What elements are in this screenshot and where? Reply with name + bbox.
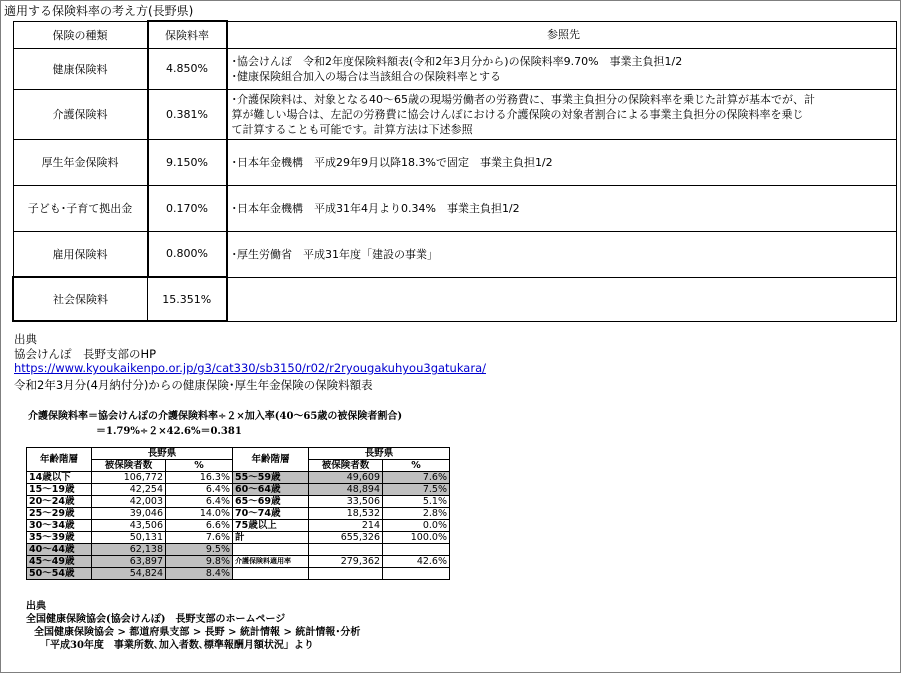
formula-line-1: 介護保険料率＝協会けんぽの介護保険料率÷２×加入率(40～65歳の被保険者割合) — [28, 411, 403, 422]
reference-line: 算が難しい場合は、左記の労務費に協会けんぽにおける介護保険の対象者割合による事業主負担分の保険料率を乗じ — [231, 107, 804, 121]
table-row — [27, 568, 450, 580]
table-row — [27, 472, 450, 484]
cell-count: 39,046 — [92, 508, 166, 520]
reference-line: ･健康保険組合加入の場合は当該組合の保険料率とする — [231, 69, 501, 83]
row-rate: 15.351% — [148, 277, 227, 321]
table-row — [27, 532, 450, 544]
cell-age: 60～64歳 — [233, 484, 309, 496]
row-rate: 0.800% — [148, 231, 227, 277]
header-pct: % — [383, 460, 450, 472]
cell-pct: 42.6% — [383, 556, 450, 568]
cell-pct: 5.1% — [383, 496, 450, 508]
reference-line: ･介護保険料は、対象となる40～65歳の現場労働者の労務費に、事業主負担分の保険料率を乗じた計算が基本でが、計 — [231, 92, 815, 106]
header-age: 年齢階層 — [233, 448, 309, 472]
age-distribution-table — [26, 447, 450, 580]
reference-line: て計算することも可能です。計算方法は下述参照 — [231, 122, 473, 136]
table-header-row — [27, 448, 450, 460]
source-label: 出典 — [14, 332, 37, 346]
cell-age: 15～19歳 — [27, 484, 92, 496]
header-prefecture: 長野県 — [92, 448, 233, 460]
row-reference — [227, 48, 897, 89]
row-reference — [227, 231, 897, 277]
header-pct: % — [166, 460, 233, 472]
cell-age: 30～34歳 — [27, 520, 92, 532]
table-row — [13, 185, 896, 231]
cell-age: 35～39歳 — [27, 532, 92, 544]
header-count: 被保険者数 — [92, 460, 166, 472]
row-rate: 0.170% — [148, 185, 227, 231]
cell-age: 45～49歳 — [27, 556, 92, 568]
cell-pct: 100.0% — [383, 532, 450, 544]
cell-age: 25～29歳 — [27, 508, 92, 520]
cell-age: 50～54歳 — [27, 568, 92, 580]
table-header-row — [13, 21, 896, 48]
cell-count: 43,506 — [92, 520, 166, 532]
cell-age: 65～69歳 — [233, 496, 309, 508]
header-count: 被保険者数 — [309, 460, 383, 472]
cell-count: 49,609 — [309, 472, 383, 484]
formula-line-2: ＝1.79%÷２×42.6%＝0.381 — [96, 426, 242, 437]
cell-count: 214 — [309, 520, 383, 532]
cell-age — [233, 568, 309, 580]
cell-pct: 6.4% — [166, 484, 233, 496]
table-row — [27, 508, 450, 520]
table-row — [27, 544, 450, 556]
cell-count: 42,003 — [92, 496, 166, 508]
cell-count: 33,506 — [309, 496, 383, 508]
header-reference: 参照先 — [227, 21, 897, 48]
cell-count: 42,254 — [92, 484, 166, 496]
cell-age: 55～59歳 — [233, 472, 309, 484]
cell-age: 75歳以上 — [233, 520, 309, 532]
row-rate: 0.381% — [148, 89, 227, 139]
cell-count — [309, 544, 383, 556]
page-title: 適用する保険料率の考え方(長野県) — [4, 4, 194, 18]
header-rate: 保険料率 — [148, 21, 227, 48]
row-rate: 4.850% — [148, 48, 227, 89]
cell-count: 63,897 — [92, 556, 166, 568]
cell-count: 18,532 — [309, 508, 383, 520]
cell-pct: 7.5% — [383, 484, 450, 496]
cell-age: 20～24歳 — [27, 496, 92, 508]
cell-count: 655,326 — [309, 532, 383, 544]
cell-count: 62,138 — [92, 544, 166, 556]
cell-pct: 8.4% — [166, 568, 233, 580]
source2-line-1: 全国健康保険協会(協会けんぽ) 長野支部のホームページ — [26, 614, 286, 625]
row-type: 雇用保険料 — [13, 231, 148, 277]
cell-pct: 6.4% — [166, 496, 233, 508]
reference-line: ･日本年金機構 平成31年4月より0.34% 事業主負担1/2 — [231, 201, 520, 215]
row-reference — [227, 139, 897, 185]
row-rate: 9.150% — [148, 139, 227, 185]
cell-pct: 14.0% — [166, 508, 233, 520]
table-row — [13, 89, 896, 139]
source2-line-3: 「平成30年度 事業所数､加入者数､標準報酬月額状況」より — [40, 640, 314, 651]
cell-pct — [383, 568, 450, 580]
row-type: 子ども･子育て拠出金 — [13, 185, 148, 231]
cell-count — [309, 568, 383, 580]
cell-count: 54,824 — [92, 568, 166, 580]
cell-age: 介護保険料適用率 — [233, 556, 309, 568]
row-type: 社会保険料 — [13, 277, 148, 321]
table-row — [13, 48, 896, 89]
reference-line: ･厚生労働省 平成31年度「建設の事業」 — [231, 247, 438, 261]
row-reference — [227, 277, 897, 321]
cell-count: 48,894 — [309, 484, 383, 496]
source-name: 協会けんぽ 長野支部のHP — [14, 347, 157, 361]
cell-pct: 16.3% — [166, 472, 233, 484]
row-reference — [227, 89, 897, 139]
header-type: 保険の種類 — [13, 21, 148, 48]
cell-pct: 2.8% — [383, 508, 450, 520]
table-row-total — [13, 277, 896, 321]
cell-age: 14歳以下 — [27, 472, 92, 484]
reference-line: ･日本年金機構 平成29年9月以降18.3%で固定 事業主負担1/2 — [231, 155, 553, 169]
insurance-rate-table — [12, 20, 897, 322]
cell-pct: 7.6% — [166, 532, 233, 544]
source-link[interactable]: https://www.kyoukaikenpo.or.jp/g3/cat330/sb3150/r02/r2ryougakuhyou3gatukara/ — [14, 361, 486, 375]
row-type: 厚生年金保険料 — [13, 139, 148, 185]
source2-line-2: 全国健康保険協会 > 都道府県支部 > 長野 > 統計情報 > 統計情報･分析 — [34, 627, 361, 638]
cell-pct: 0.0% — [383, 520, 450, 532]
cell-count: 50,131 — [92, 532, 166, 544]
source-description: 令和2年3月分(4月納付分)からの健康保険･厚生年金保険の保険料額表 — [14, 378, 373, 392]
cell-pct: 9.8% — [166, 556, 233, 568]
cell-count: 106,772 — [92, 472, 166, 484]
table-row — [27, 556, 450, 568]
table-row — [13, 231, 896, 277]
table-row — [27, 484, 450, 496]
cell-pct: 9.5% — [166, 544, 233, 556]
header-age: 年齢階層 — [27, 448, 92, 472]
row-type: 健康保険料 — [13, 48, 148, 89]
cell-age: 計 — [233, 532, 309, 544]
cell-pct: 6.6% — [166, 520, 233, 532]
header-prefecture: 長野県 — [309, 448, 450, 460]
cell-age — [233, 544, 309, 556]
cell-pct — [383, 544, 450, 556]
cell-count: 279,362 — [309, 556, 383, 568]
cell-pct: 7.6% — [383, 472, 450, 484]
cell-age: 70～74歳 — [233, 508, 309, 520]
row-reference — [227, 185, 897, 231]
reference-line: ･協会けんぽ 令和2年度保険料額表(令和2年3月分から)の保険料率9.70% 事業主負担1/2 — [231, 54, 683, 68]
cell-age: 40～44歳 — [27, 544, 92, 556]
source2-label: 出典 — [26, 601, 46, 612]
table-row — [27, 496, 450, 508]
row-type: 介護保険料 — [13, 89, 148, 139]
table-row — [27, 520, 450, 532]
table-row — [13, 139, 896, 185]
